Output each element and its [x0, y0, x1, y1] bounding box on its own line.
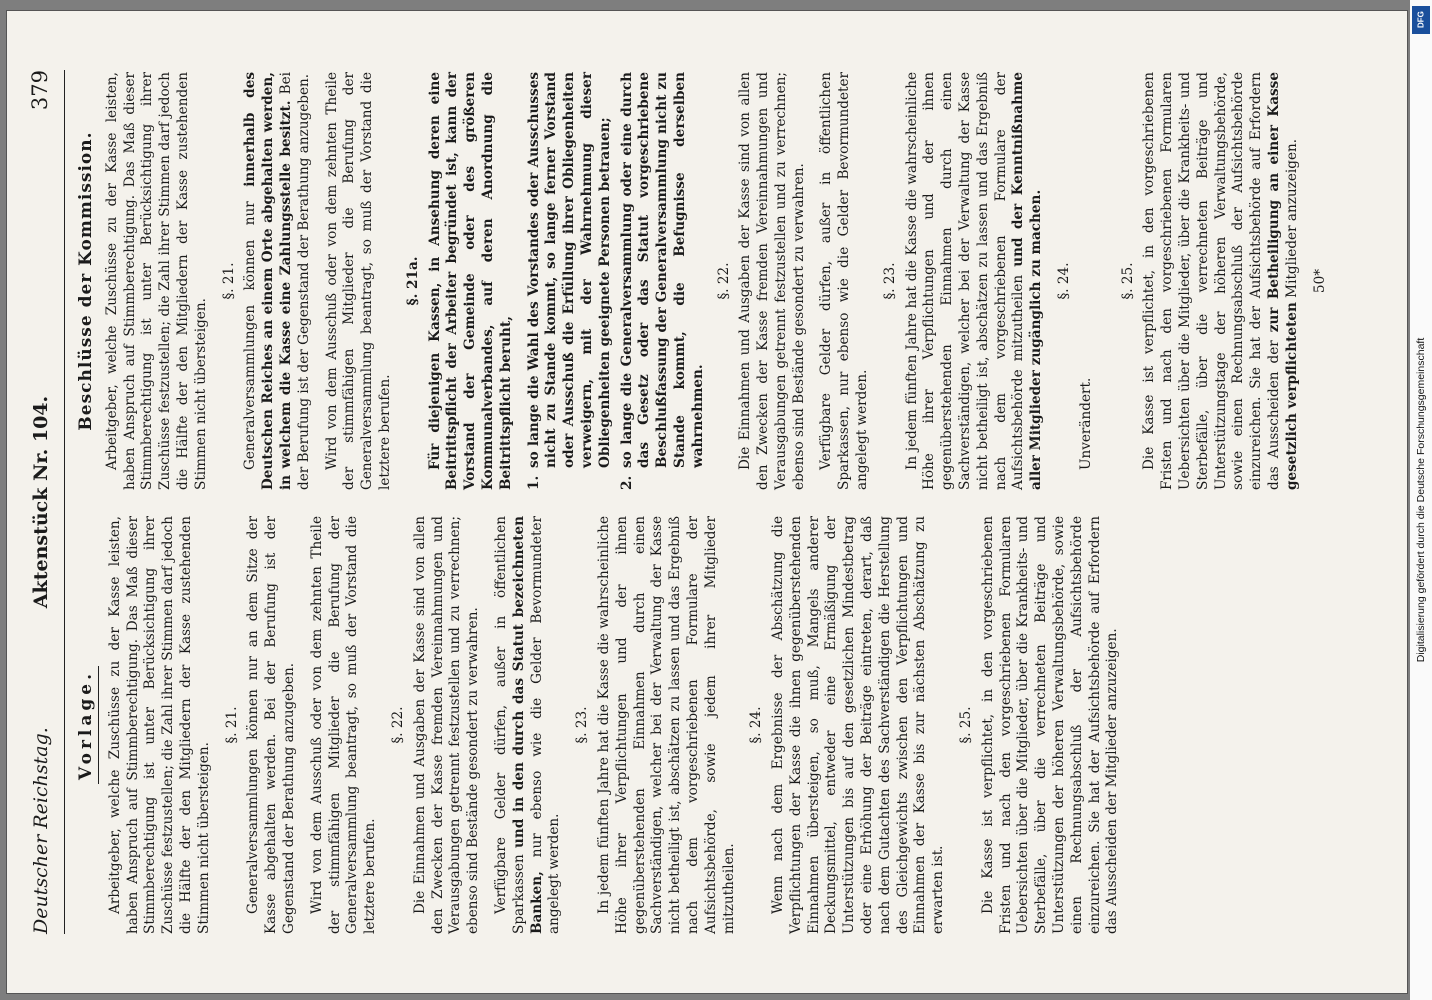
signature-mark: 50*: [1311, 268, 1328, 294]
digitization-note-text: Digitalisierung gefördert durch die Deutsche Forschungsgemeinschaft: [1415, 337, 1427, 663]
list-number: 2.: [618, 475, 635, 490]
section-title: §. 23.: [881, 262, 898, 300]
dfg-logo-badge: DFG: [1412, 6, 1430, 34]
text-run: In jedem fünften Jahre hat die Kasse die wahrscheinliche Höhe ihrer Verpflichtungen und der ihnen gegenüberstehenden Einnahmen durch einen Sachverständigen, welcher bei der Verwaltung der Kasse nicht betheiligt ist, abschätzen zu lassen und das Ergebniß nach dem vorgeschriebenen Formulare der Aufsichtsbehörde mitzutheilen: [903, 72, 1027, 490]
list-item: [526, 72, 615, 490]
text-run: Die Kasse ist verpflichtet, in den vorgeschriebenen Fristen und nach den vorgeschriebenen Formularen Uebersichten über die Mitglieder, über die Krankheits- und Sterbefälle, über die verrechneten Beiträge und Unterstützungstage der höheren Verwaltungsbehörde, sowie einen Rechnungsabschluß der Aufsichtsbehörde einzureichen. Sie hat der Aufsichtsbehörde auf Erfordern das Ausscheiden der: [1141, 72, 1283, 490]
paragraph: In jedem fünften Jahre hat die Kasse die wahrscheinliche Höhe ihrer Verpflichtungen und der ihnen gegenüberstehenden Einnahmen durch einen Sachverständigen, welcher bei der Verwaltung der Kasse nicht betheiligt ist, abschätzen zu lassen und das Ergebniß nach dem vorgeschriebenen Formulare der Aufsichtsbehörde, sowie jedem ihrer Mitglieder mitzutheilen.: [595, 516, 737, 934]
section-title: §. 24.: [1056, 262, 1073, 300]
paragraph: Generalversammlungen können nur an dem Sitze der Kasse abgehalten werden. Bei der Berufung ist der Gegenstand der Berathung anzugeben.: [245, 516, 297, 934]
paragraph: Die Einnahmen und Ausgaben der Kasse sind von allen den Zwecken der Kasse fremden Vereinnahmungen und Verausgabungen getrennt festzustellen und zu verrechnen; ebenso sind Bestände gesondert zu verwahren.: [737, 72, 807, 490]
list-text: so lange die Wahl des Vorstandes oder Ausschusses nicht zu Stande kommt, so lange ferner Vorstand oder Ausschuß die Erfüllung ihrer Obliegenheiten verweigern, mit der Wahrnehmung dieser Obliegenheiten geeignete Personen betrauen;: [525, 72, 613, 468]
section-title: §. 25.: [1119, 262, 1136, 300]
paragraph: Arbeitgeber, welche Zuschüsse zu der Kasse leisten, haben Anspruch auf Stimmberechtigung. Das Maß dieser Stimmberechtigung ist unter Berücksichtigung ihrer Zuschüsse festzustellen; die Zahl ihrer Stimmen darf jedoch die Hälfte der den Mitgliedern der Kasse zustehenden Stimmen nicht übersteigen.: [103, 72, 209, 490]
text-run: nur ebenso wie die Gelder Bevormundeter angelegt werden.: [528, 516, 563, 934]
paragraph: Wenn nach dem Ergebnisse der Abschätzung die Verpflichtungen der Kasse die ihnen gegenüberstehenden Einnahmen übersteigen, so muß, Mangels anderer Deckungsmittel, entweder eine Ermäßigung der Unterstützungen bis auf den gesetzlichen Mindestbetrag oder eine Erhöhung der Beiträge eintreten, derart, daß nach dem Gutachten des Sachverständigen die Herstellung des Gleichgewichts zwischen den Verpflichtungen und Einnahmen der Kasse bis zur nächsten Abschätzung zu erwarten ist.: [770, 516, 947, 934]
paragraph: Wird von dem Ausschuß oder von dem zehnten Theile der stimmfähigen Mitglieder die Berufung der Generalversammlung beantragt, so muß der Vorstand die letztere berufen.: [308, 516, 379, 934]
paragraph: Verfügbare Gelder dürfen, außer in öffentlichen Sparkassen, nur ebenso wie die Gelder Bevormundeter angelegt werden.: [818, 72, 871, 490]
header-rule: [64, 70, 65, 934]
section-title: §. 21a.: [404, 256, 421, 306]
paragraph: [242, 72, 313, 490]
header-center: [30, 70, 52, 934]
section-title: §. 21.: [223, 706, 240, 744]
section-title: §. 22.: [715, 262, 732, 300]
section-title: §. 23.: [574, 706, 591, 744]
heading-text: Vorlage.: [78, 666, 99, 784]
list-item: [619, 72, 708, 490]
column-heading-vorlage: [78, 516, 99, 934]
paragraph: [1141, 72, 1301, 490]
section-title: §. 22.: [389, 706, 406, 744]
paragraph: [904, 72, 1046, 490]
page-header: [20, 70, 66, 934]
list-text: so lange die Generalversammlung oder eine durch das Gesetz oder das Statut vorgeschriebene Beschlußfassung der Generalversammlung nicht zu Stande kommt, die Befugnisse derselben wahrnehmen.: [618, 72, 706, 468]
paragraph: Wird von dem Ausschuß oder von dem zehnten Theile der stimmfähigen Mitglieder die Berufung der Generalversammlung beantragt, so muß der Vorstand die letztere berufen.: [323, 72, 393, 490]
column-heading-beschluesse: [78, 72, 96, 490]
paragraph: Unverändert.: [1077, 377, 1094, 470]
bold-text-run: und der Kenntnißnahme aller Mitglieder zugänglich zu machen.: [1010, 72, 1045, 490]
text-run: Generalversammlungen können nur: [242, 201, 259, 470]
text-run: Mitglieder anzuzeigen.: [1283, 138, 1300, 298]
paragraph: Die Kasse ist verpflichtet, in den vorgeschriebenen Fristen und nach den vorgeschriebenen Formularen Uebersichten über die Mitglieder, über die Krankheits- und Sterbefälle, über die verrechneten Beiträge und Unterstützungen der höheren Verwaltungsbehörde, sowie einen Rechnungsabschluß der Aufsichtsbehörde einzureichen. Sie hat der Aufsichtsbehörde auf Erfordern das Ausscheiden der Mitglieder anzuzeigen.: [979, 516, 1121, 934]
paragraph: Arbeitgeber, welche Zuschüsse zu der Kasse leisten, haben Anspruch auf Stimmberechtigung. Das Maß dieser Stimmberechtigung ist unter Berücksichtigung ihrer Zuschüsse festzustellen; die Zahl ihrer Stimmen darf jedoch die Hälfte der den Mitgliedern der Kasse zustehenden Stimmen nicht übersteigen.: [106, 516, 212, 934]
header-left: Deutscher Reichstag.: [30, 727, 52, 934]
list-number: 1.: [525, 475, 542, 490]
paragraph: Die Einnahmen und Ausgaben der Kasse sind von allen den Zwecken der Kasse fremden Vereinnahmungen und Verausgabungen getrennt festzustellen und zu verrechnen; ebenso sind Bestände gesondert zu verwahren.: [411, 516, 482, 934]
column-vorlage: [78, 516, 1132, 934]
text-run: Bei der Berufung ist der Gegenstand der Berathung anzugeben.: [277, 72, 312, 490]
section-title: §. 25.: [958, 706, 975, 744]
bold-text-run: innerhalb des Deutschen Reiches an einem Orte abgehalten werden, in welchem die Kasse eine Zahlungsstelle besitzt.: [242, 72, 294, 490]
document-page: [6, 10, 1408, 994]
text-run: Verfügbare Gelder dürfen, außer in öffentlichen Sparkassen: [492, 516, 527, 934]
column-beschluesse: [78, 72, 1329, 490]
header-center-text: Aktenstück Nr. 104.: [30, 395, 52, 609]
bold-text-run: und in den durch das Statut bezeichneten Banken,: [510, 516, 545, 934]
bold-text-run: zur Betheiligung an einer Kasse gesetzlich verpflichteten: [1266, 72, 1300, 490]
page-number: 379: [28, 70, 52, 111]
section-title: §. 24.: [748, 706, 765, 744]
digitization-note: [1410, 0, 1432, 1000]
section-title: §. 21.: [220, 262, 237, 300]
heading-text: Beschlüsse der Kommission.: [76, 131, 96, 431]
paragraph: Für diejenigen Kassen, in Ansehung deren eine Beitrittspflicht der Arbeiter begründet ist, kann der Vorstand der Gemeinde oder des größeren Kommunalverbandes, auf deren Anordnung die Beitrittspflicht beruht,: [426, 72, 514, 490]
paragraph: [493, 516, 564, 934]
rotated-page-content: [6, 10, 1408, 994]
